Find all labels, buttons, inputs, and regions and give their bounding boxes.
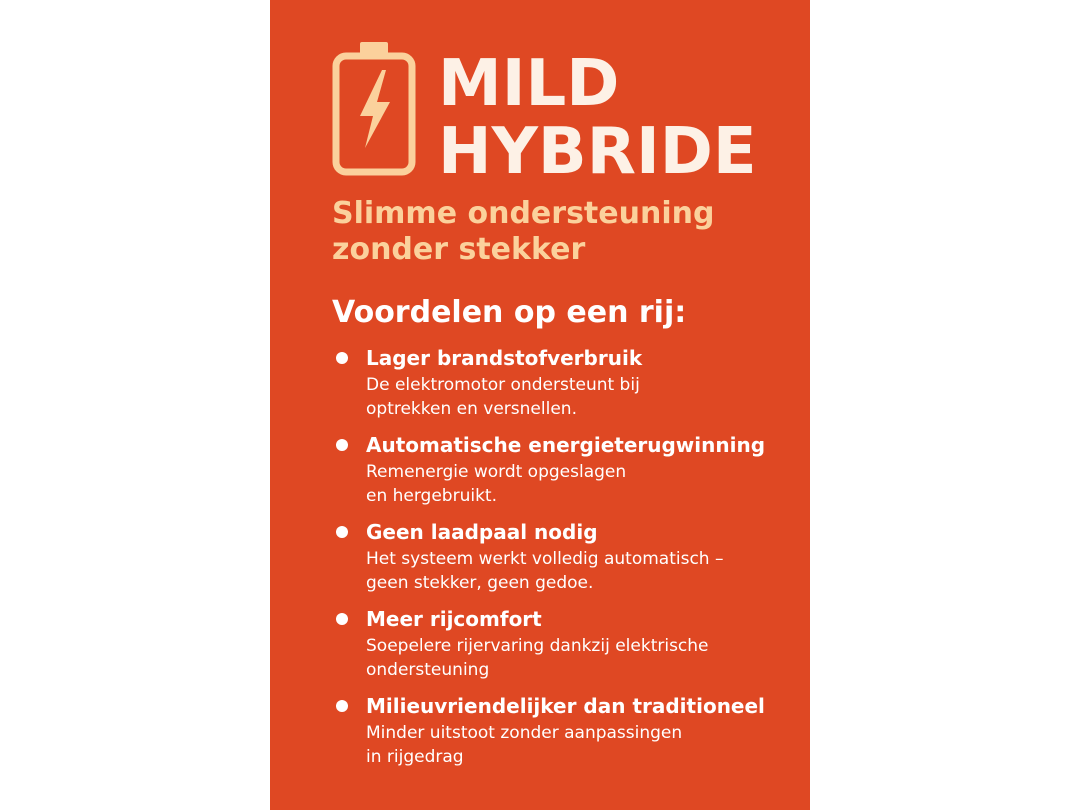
benefit-title: Geen laadpaal nodig <box>366 520 598 544</box>
bullet-icon <box>336 439 348 451</box>
benefit-description-line: ondersteuning <box>366 660 490 680</box>
battery-charging-icon <box>332 40 416 176</box>
benefit-description-line: Remenergie wordt opgeslagen <box>366 462 627 482</box>
title-line-2: HYBRIDE <box>438 115 757 189</box>
benefits-list <box>332 343 802 778</box>
bullet-icon <box>336 700 348 712</box>
bullet-icon <box>336 526 348 538</box>
benefit-description <box>366 547 802 595</box>
subtitle-line-2: zonder stekker <box>332 232 586 267</box>
title-line-1: MILD <box>438 47 620 121</box>
bullet-icon <box>336 352 348 364</box>
benefit-title: Lager brandstofverbruik <box>366 346 643 370</box>
poster-title <box>438 47 757 189</box>
benefit-item <box>332 691 802 769</box>
benefits-heading: Voordelen op een rij: <box>332 295 687 330</box>
benefit-description-line: optrekken en versnellen. <box>366 399 577 419</box>
benefit-title: Meer rijcomfort <box>366 607 542 631</box>
benefit-item <box>332 517 802 595</box>
benefit-item <box>332 343 802 421</box>
benefit-description-line: geen stekker, geen gedoe. <box>366 573 594 593</box>
benefit-description <box>366 721 802 769</box>
benefit-description <box>366 373 802 421</box>
benefit-description <box>366 634 802 682</box>
benefit-item <box>332 430 802 508</box>
benefit-item <box>332 604 802 682</box>
benefit-description-line: De elektromotor ondersteunt bij <box>366 375 640 395</box>
benefit-description-line: Minder uitstoot zonder aanpassingen <box>366 723 683 743</box>
benefit-description-line: en hergebruikt. <box>366 486 498 506</box>
benefit-description <box>366 460 802 508</box>
benefit-title: Automatische energieterugwinning <box>366 433 766 457</box>
benefit-description-line: Soepelere rijervaring dankzij elektrische <box>366 636 709 656</box>
benefit-description-line: Het systeem werkt volledig automatisch – <box>366 549 724 569</box>
poster-subtitle <box>332 196 714 268</box>
poster <box>270 0 810 810</box>
benefit-description-line: in rijgedrag <box>366 747 464 767</box>
subtitle-line-1: Slimme ondersteuning <box>332 196 715 231</box>
benefit-title: Milieuvriendelijker dan traditioneel <box>366 694 765 718</box>
bullet-icon <box>336 613 348 625</box>
